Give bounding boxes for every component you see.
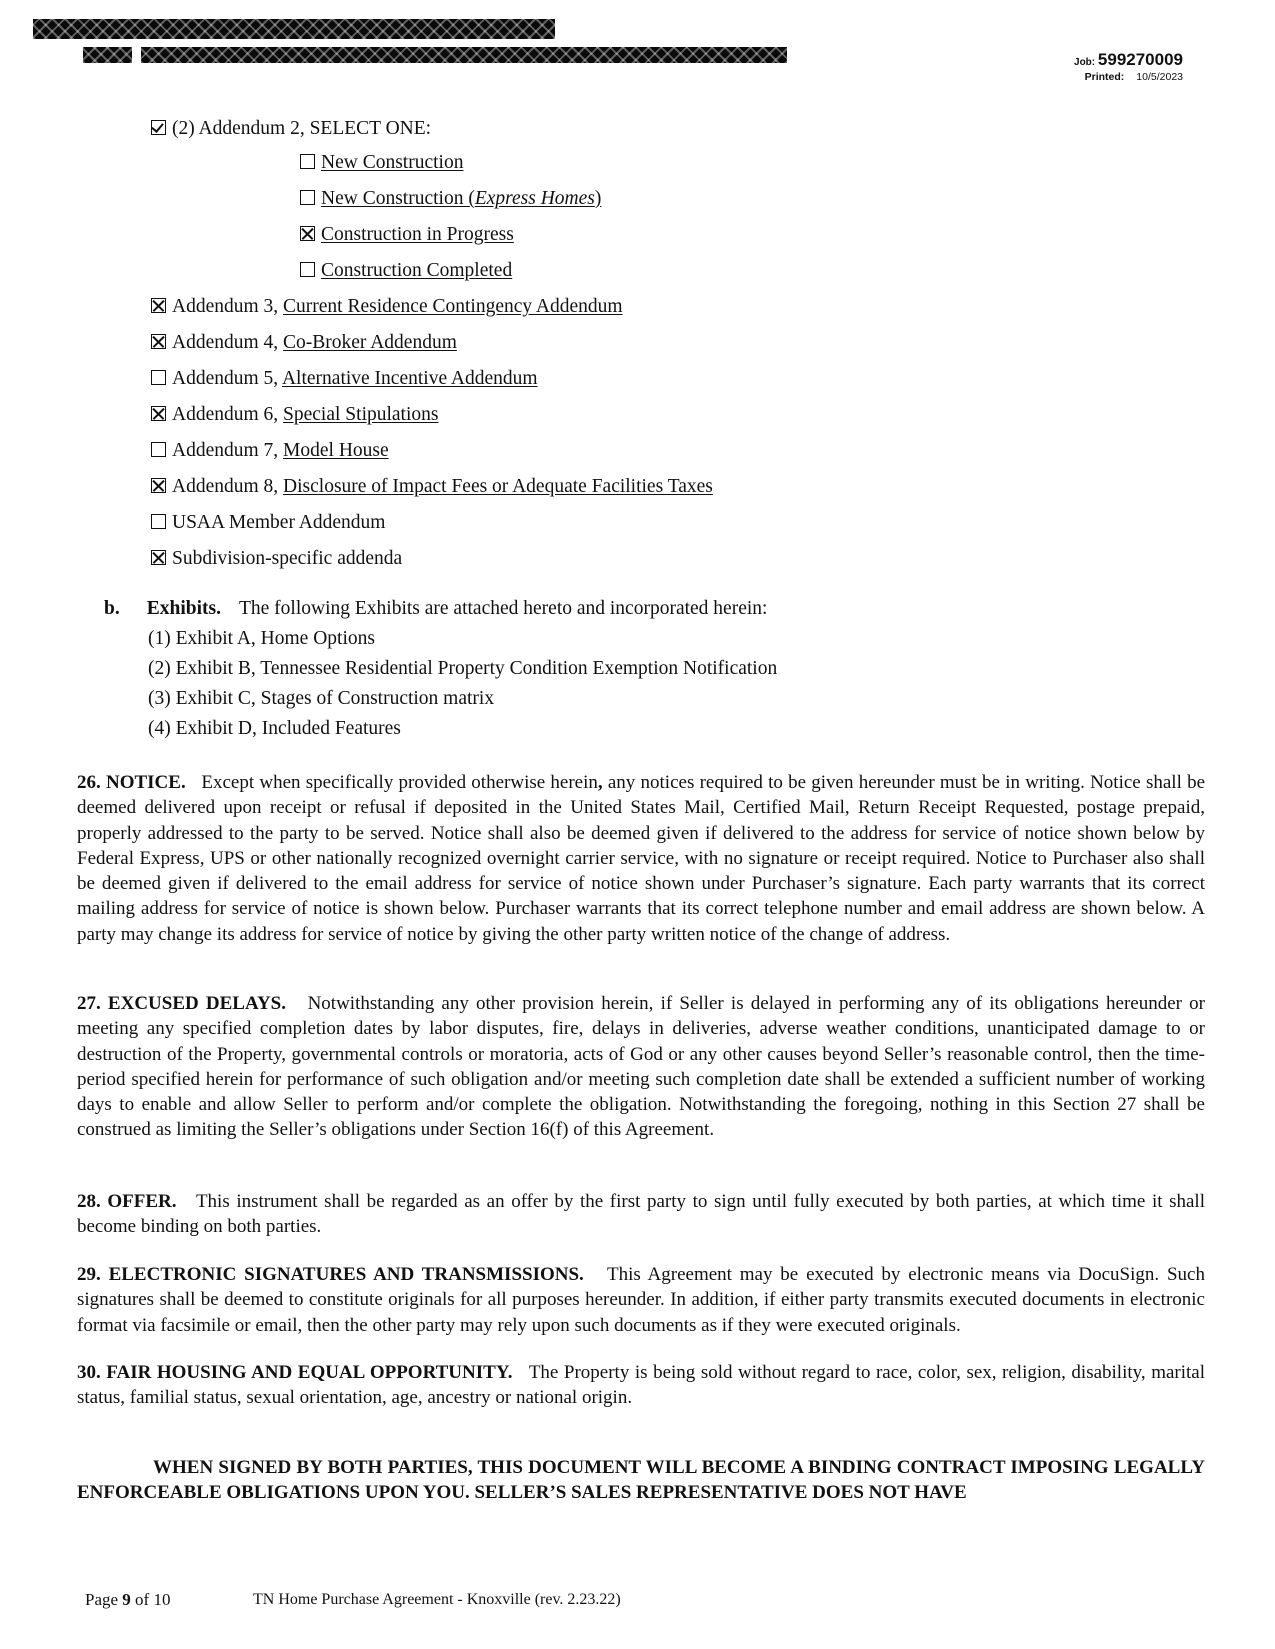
checkbox-addendum-7[interactable] xyxy=(151,442,166,457)
checkbox-addendum-5[interactable] xyxy=(151,370,166,385)
addendum-2-label: (2) Addendum 2, SELECT ONE: xyxy=(172,118,432,139)
addendum-item: Addendum 4, Co-Broker Addendum xyxy=(151,331,457,355)
option-label: Construction Completed xyxy=(321,260,513,281)
exhibit-item: (1) Exhibit A, Home Options xyxy=(148,628,375,649)
page-number: Page 9 of 10 xyxy=(85,1590,171,1609)
option-label: New Construction xyxy=(321,152,464,173)
redaction-bar-long xyxy=(141,47,787,63)
form-name: TN Home Purchase Agreement - Knoxville (rev. 2.23.22) xyxy=(253,1591,621,1608)
section-heading: 28. OFFER. xyxy=(77,1191,177,1212)
addendum-title: Model House xyxy=(283,440,389,461)
printed-label: Printed: xyxy=(1084,71,1125,83)
section-electronic-signatures: 29. ELECTRONIC SIGNATURES AND TRANSMISSIONS. This Agreement may be executed by electronic means via DocuSign. Such signatures shall be deemed to constitute originals for all purposes hereunder. In addition, if either party transmits executed documents in electronic format via facsimile or email, then the other party may rely upon such documents as if they were executed originals. xyxy=(77,1264,1205,1336)
exhibits-intro: The following Exhibits are attached hereto and incorporated herein: xyxy=(238,598,768,619)
addendum-title: USAA Member Addendum xyxy=(172,512,386,533)
exhibits-letter: b. xyxy=(104,598,120,619)
section-heading: 26. NOTICE. xyxy=(77,772,186,793)
checkbox-addendum-4[interactable] xyxy=(151,334,166,349)
checkbox-addendum-2[interactable] xyxy=(151,120,166,135)
addendum-title: Current Residence Contingency Addendum xyxy=(283,296,623,317)
addendum-2-line xyxy=(151,117,431,141)
addendum-2-option xyxy=(300,187,601,211)
checkbox-usaa-addendum[interactable] xyxy=(151,514,166,529)
exhibits-heading-line xyxy=(104,597,767,621)
redaction-bar-top xyxy=(33,19,555,39)
addendum-item: Addendum 7, Model House xyxy=(151,439,389,463)
redaction-bar-short xyxy=(83,47,132,63)
section-notice: 26. NOTICE. Except when specifically provided otherwise herein, any notices required to be given hereunder must be in writing. Notice shall be deemed delivered upon receipt or refusal if deposited in the United States Mail, Certified Mail, Return Receipt Requested, postage prepaid, properly addressed to the party to be served. Notice shall also be deemed given if delivered to the address for service of notice shown below by Federal Express, UPS or other nationally recognized overnight carrier service, with no signature or receipt required. Notice to Purchaser also shall be deemed given if delivered to the email address for service of notice shown under Purchaser’s signature. Each party warrants that its correct mailing address for service of notice is shown below. Purchaser warrants that its correct telephone number and email address are shown below. A party may change its address for service of notice by giving the other party written notice of the change of address. xyxy=(77,772,1206,945)
section-excused-delays: 27. EXCUSED DELAYS. Notwithstanding any other provision herein, if Seller is delayed in performing any of its obligations hereunder or meeting any specified completion dates by labor disputes, fire, delays in deliveries, adverse weather conditions, unanticipated damage to or destruction of the Property, governmental controls or moratoria, acts of God or any other causes beyond Seller’s reasonable control, then the time-period specified herein for performance of such obligation and/or meeting such completion date shall be extended a sufficient number of working days to enable and allow Seller to perform and/or complete the obligation. Notwithstanding the foregoing, nothing in this Section 27 shall be construed as limiting the Seller’s obligations under Section 16(f) of this Agreement. xyxy=(77,993,1206,1141)
addendum-item: Addendum 5, Alternative Incentive Addendum xyxy=(151,367,538,391)
addendum-2-option xyxy=(300,151,463,175)
checkbox-addendum-8[interactable] xyxy=(151,478,166,493)
addendum-item: Addendum 8, Disclosure of Impact Fees or Adequate Facilities Taxes xyxy=(151,475,713,499)
job-label: Job: xyxy=(1074,57,1096,68)
section-heading: 29. ELECTRONIC SIGNATURES AND TRANSMISSIONS. xyxy=(77,1264,584,1285)
addendum-title: Special Stipulations xyxy=(283,404,439,425)
option-label: New Construction (Express Homes) xyxy=(321,188,602,209)
addendum-title: Co-Broker Addendum xyxy=(283,332,457,353)
section-heading: 27. EXCUSED DELAYS. xyxy=(77,993,286,1014)
addendum-item xyxy=(151,547,402,571)
exhibit-item: (3) Exhibit C, Stages of Construction matrix xyxy=(148,688,495,709)
addendum-title: Disclosure of Impact Fees or Adequate Facilities Taxes xyxy=(283,476,713,497)
job-number: 599270009 xyxy=(1097,50,1183,69)
section-offer: 28. OFFER. This instrument shall be regarded as an offer by the first party to sign until fully executed by both parties, at which time it shall become binding on both parties. xyxy=(77,1191,1205,1238)
checkbox-new-construction[interactable] xyxy=(300,154,315,169)
checkbox-subdivision-addenda[interactable] xyxy=(151,550,166,565)
section-fair-housing: 30. FAIR HOUSING AND EQUAL OPPORTUNITY. The Property is being sold without regard to race, color, sex, religion, disability, marital status, familial status, sexual orientation, age, ancestry or national origin. xyxy=(77,1362,1206,1409)
job-header xyxy=(1074,50,1183,83)
section-heading: 30. FAIR HOUSING AND EQUAL OPPORTUNITY. xyxy=(77,1362,513,1383)
addendum-title: Alternative Incentive Addendum xyxy=(281,368,538,389)
checkbox-construction-in-progress[interactable] xyxy=(300,226,315,241)
addendum-item: Addendum 3, Current Residence Contingency Addendum xyxy=(151,295,623,319)
exhibits-heading: Exhibits. xyxy=(146,598,221,619)
addendum-2-option xyxy=(300,259,512,283)
binding-contract-warning: WHEN SIGNED BY BOTH PARTIES, THIS DOCUMENT WILL BECOME A BINDING CONTRACT IMPOSING LEGALLY ENFORCEABLE OBLIGATIONS UPON YOU. SELLER’S SALES REPRESENTATIVE DOES NOT HAVE xyxy=(77,1457,1205,1503)
addendum-2-option xyxy=(300,223,514,247)
exhibit-item: (2) Exhibit B, Tennessee Residential Property Condition Exemption Notification xyxy=(148,658,778,679)
option-label: Construction in Progress xyxy=(321,224,514,245)
addendum-item xyxy=(151,511,385,535)
addendum-title: Subdivision-specific addenda xyxy=(172,548,403,569)
exhibit-item: (4) Exhibit D, Included Features xyxy=(148,718,401,739)
addendum-item: Addendum 6, Special Stipulations xyxy=(151,403,438,427)
printed-date: 10/5/2023 xyxy=(1136,71,1183,83)
checkbox-new-construction-express[interactable] xyxy=(300,190,315,205)
checkbox-construction-completed[interactable] xyxy=(300,262,315,277)
checkbox-addendum-3[interactable] xyxy=(151,298,166,313)
checkbox-addendum-6[interactable] xyxy=(151,406,166,421)
